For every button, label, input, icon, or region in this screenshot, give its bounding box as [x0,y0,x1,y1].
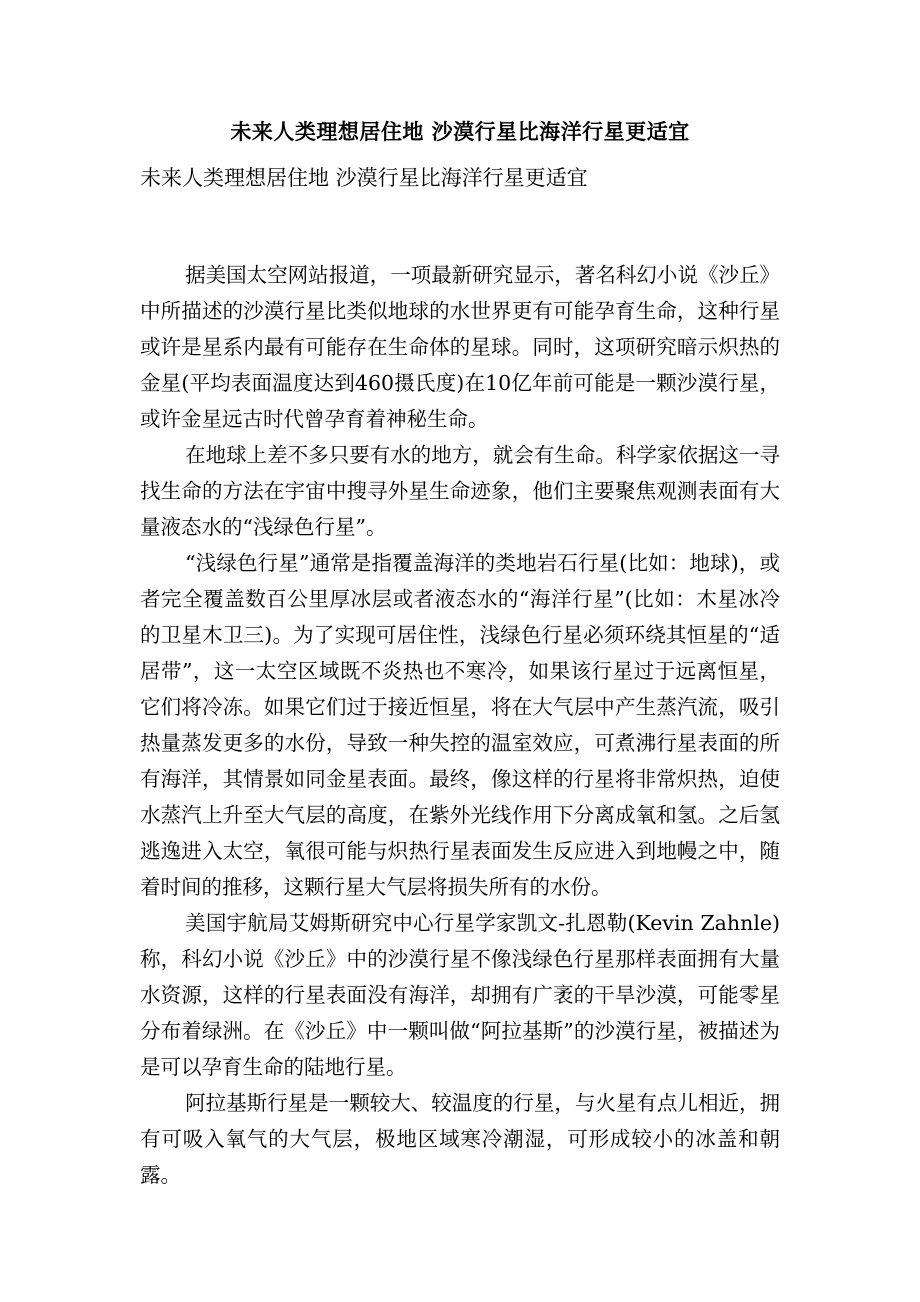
article-body [140,257,780,1193]
document-title: 未来人类理想居住地 沙漠行星比海洋行星更适宜 [230,119,690,144]
paragraph-1: 据美国太空网站报道，一项最新研究显示，著名科幻小说《沙丘》中所描述的沙漠行星比类似地球的水世界更有可能孕育生命，这种行星或许是星系内最有可能存在生命体的星球。同时，这项研究暗示炽热的金星(平均表面温度达到460摄氏度)在10亿年前可能是一颗沙漠行星，或许金星远古时代曾孕育着神秘生命。 [140,263,780,431]
document-subtitle: 未来人类理想居住地 沙漠行星比海洋行星更适宜 [140,166,588,190]
paragraph-2: 在地球上差不多只要有水的地方，就会有生命。科学家依据这一寻找生命的方法在宇宙中搜寻外星生命迹象，他们主要聚焦观测表面有大量液态水的“浅绿色行星”。 [140,443,780,539]
paragraph-4: 美国宇航局艾姆斯研究中心行星学家凯文-扎恩勒(Kevin Zahnle)称，科幻小说《沙丘》中的沙漠行星不像浅绿色行星那样表面拥有大量水资源，这样的行星表面没有海洋，却拥有广袤的干旱沙漠，可能零星分布着绿洲。在《沙丘》中一颗叫做“阿拉基斯”的沙漠行星，被描述为是可以孕育生命的陆地行星。 [140,911,780,1079]
paragraph-5: 阿拉基斯行星是一颗较大、较温度的行星，与火星有点儿相近，拥有可吸入氧气的大气层，极地区域寒冷潮湿，可形成较小的冰盖和朝露。 [140,1091,780,1187]
paragraph-3: “浅绿色行星”通常是指覆盖海洋的类地岩石行星(比如：地球)，或者完全覆盖数百公里厚冰层或者液态水的“海洋行星”(比如：木星冰冷的卫星木卫三)。为了实现可居住性，浅绿色行星必须环绕其恒星的“适居带”，这一太空区域既不炎热也不寒冷，如果该行星过于远离恒星，它们将冷冻。如果它们过于接近恒星，将在大气层中产生蒸汽流，吸引热量蒸发更多的水份，导致一种失控的温室效应，可煮沸行星表面的所有海洋，其情景如同金星表面。最终，像这样的行星将非常炽热，迫使水蒸汽上升至大气层的高度，在紫外光线作用下分离成氧和氢。之后氢逃逸进入太空，氧很可能与炽热行星表面发生反应进入到地幔之中，随着时间的推移，这颗行星大气层将损失所有的水份。 [140,551,780,899]
